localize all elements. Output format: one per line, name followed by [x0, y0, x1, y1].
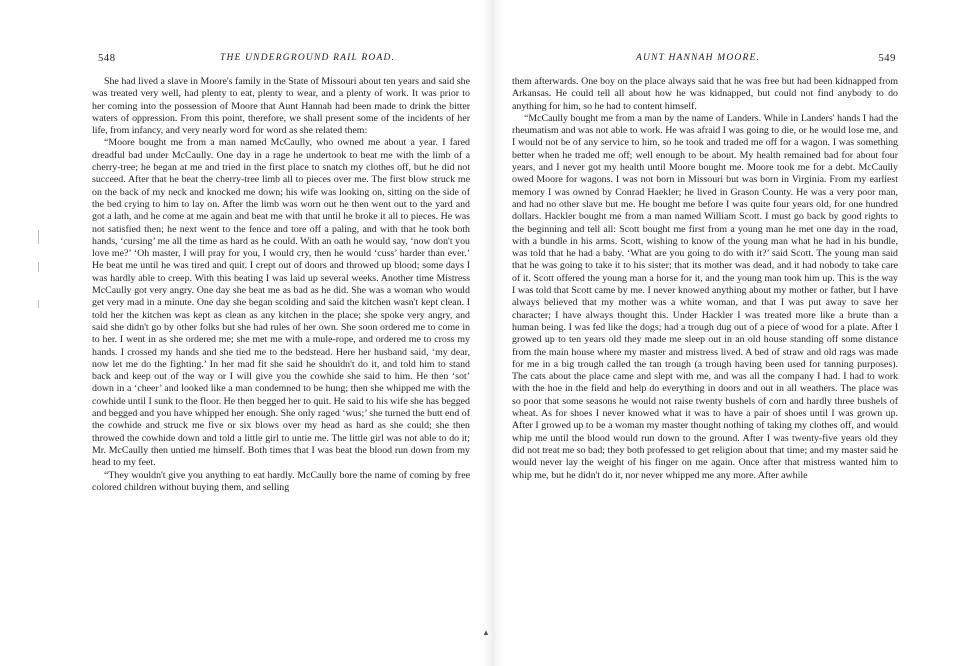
- scan-mark: [38, 230, 39, 244]
- paragraph: “They wouldn't give you anything to eat hardly. McCaully bore the name of coming by free colored children without buying them, and selling: [92, 469, 470, 493]
- paragraph: “McCaully bought me from a man by the name of Landers. While in Landers' hands I had the rheumatism and was not able to work. He was afraid I was going to die, or he would lose me, and I would not be of any service to him, so he took and traded me off for a wagon. I was something better when he traded me off; well enough to be about. My health remained bad for about four years, and I never got my health until Moore bought me. Moore took me for a debt. McCaully owed Moore for wagons. I was not born in Missouri but was born in Virginia. From my earliest memory I was owned by Conrad Haekler; he lived in Grason County. He was a very poor man, and had no other slave but me. He bought me before I was quite four years old, for one hundred dollars. Hackler bought me from a man named William Scott. I must go back by good rights to the beginning and tell all: Scott bought me first from a young man he met one day in the road, with a bundle in his arms. Scott, wishing to know of the young man what he had in his bundle, was told that he had a baby. ‘What are you going to do with it?’ said Scott. The young man said that he was going to take it to his sister; that its mother was dead, and it had nobody to take care of it. Scott offered the young man a horse for it, and the young man took him up. This is the way I was told that Scott came by me. I never knowed anything about my mother or father, but I have always believed that my mother was a white woman, and that I was put away to save her character; I have always thought this. Under Hackler I was treated more like a brute than a human being. I was fed like the dogs; had a trough dug out of a piece of wood for a plate. After I growed up to ten years old they made me sleep out in an old house standing off some distance from the main house where my master and mistress lived. A bed of straw and old rags was made for me in a big trough called the tan trough (a trough having been used for tanning purposes). The cats about the place came and slept with me, and was all the company I had. I had to work with the hoe in the field and help do everything in doors and out in all weathers. The place was so poor that some seasons he would not raise twenty bushels of corn and hardly three bushels of wheat. As for shoes I never knowed what it was to have a pair of shoes until I was grown up. After I growed up to be a woman my master thought nothing of taking my clothes off, and would whip me until the blood would run down to the ground. After I was twenty-five years old they did not treat me so bad; they both professed to get religion about that time; and my master said he would never lay the weight of his finger on me again. Once after that mistress wanted him to whip me, but he didn't do it, nor never whipped me any more. After awhile: [512, 112, 898, 481]
- paragraph: She had lived a slave in Moore's family in the State of Missouri about ten years and said she was treated very well, had plenty to eat, plenty to wear, and a plenty of work. It was prior to her coming into the possession of Moore that Aunt Hannah had been made to drink the bitter waters of oppression. From this point, therefore, we shall present some of the incidents of her life, from infancy, and very nearly word for word as she related them:: [92, 76, 470, 137]
- left-page-header: [92, 53, 470, 67]
- right-page-header: [512, 53, 898, 67]
- left-page: [92, 0, 470, 666]
- right-running-title: AUNT HANNAH MOORE.: [636, 53, 761, 63]
- right-page: [512, 0, 898, 666]
- gutter: [482, 0, 504, 666]
- scan-mark: [38, 262, 39, 272]
- scan-mark: [38, 300, 39, 308]
- left-page-number: 548: [98, 53, 116, 64]
- paragraph: “Moore bought me from a man named McCaully, who owned me about a year. I fared dreadful bad under McCaully. One day in a rage he undertook to beat me with the limb of a cherry-tree; he began at me and tried in the first place to snatch my clothes off, but he did not succeed. After that he beat the cherry-tree limb all to pieces over me. The first blow struck me on the back of my neck and knocked me down; his wife was looking on, sitting on the side of the bed crying to him to lay on. After the limb was worn out he then went out to the yard and got a lath, and he come at me again and beat me with that until he broke it all to pieces. He was not satisfied then; he next went to the fence and tore off a paling, and with that he took both hands, ‘cursing’ me all the time as hard as he could. With an oath he would say, ‘now don't you love me?’ ‘Oh master, I will pray for you, I would cry, then he would ‘cuss’ harder than ever.’ He beat me until he was tired and quit. I crept out of doors and throwed up blood; some days I was hardly able to creep. With this beating I was laid up several weeks. Another time Mistress McCaully got very angry. One day she beat me as bad as he did. She was a woman who would get very mad in a minute. One day she began scolding and said the kitchen wasn't kept clean. I told her the kitchen was kept as clean as any kitchen in the place; she spoke very angry, and said she didn't go by other folks but she had rules of her own. She soon ordered me to come in to her. I went in as she ordered me; she met me with a mule-rope, and ordered me to cross my hands. I crossed my hands and she tied me to the bedstead. Here her husband said, ‘my dear, now let me do the fighting.’ In her mad fit she said he shouldn't do it, and told him to stand back and keep out of the way or I will give you the cowhide she said to him. He then ‘sot’ down in a ‘cheer’ and looked like a man condemned to be hung; then she whipped me with the cowhide until I sunk to the floor. He then begged her to quit. He said to his wife she has begged and begged and you have whipped her enough. She only raged ‘wus;’ she turned the butt end of the cowhide and struck me five or six blows over my head as hard as she could; she then throwed the cowhide down and told a little girl to untie me. The little girl was not able to do it; Mr. McCaully then untied me himself. Both times that I was beat the blood run down from my head to my feet.: [92, 137, 470, 469]
- paragraph: them afterwards. One boy on the place always said that he was free but had been kidnapped from Arkansas. He could tell all about how he was kidnapped, but could not find anybody to do anything for him, so he had to content himself.: [512, 76, 898, 112]
- left-running-title: THE UNDERGROUND RAIL ROAD.: [220, 53, 396, 63]
- right-page-number: 549: [878, 53, 896, 64]
- left-page-text: [92, 76, 470, 494]
- gutter-dot: ▲: [482, 628, 490, 637]
- right-page-text: [512, 76, 898, 482]
